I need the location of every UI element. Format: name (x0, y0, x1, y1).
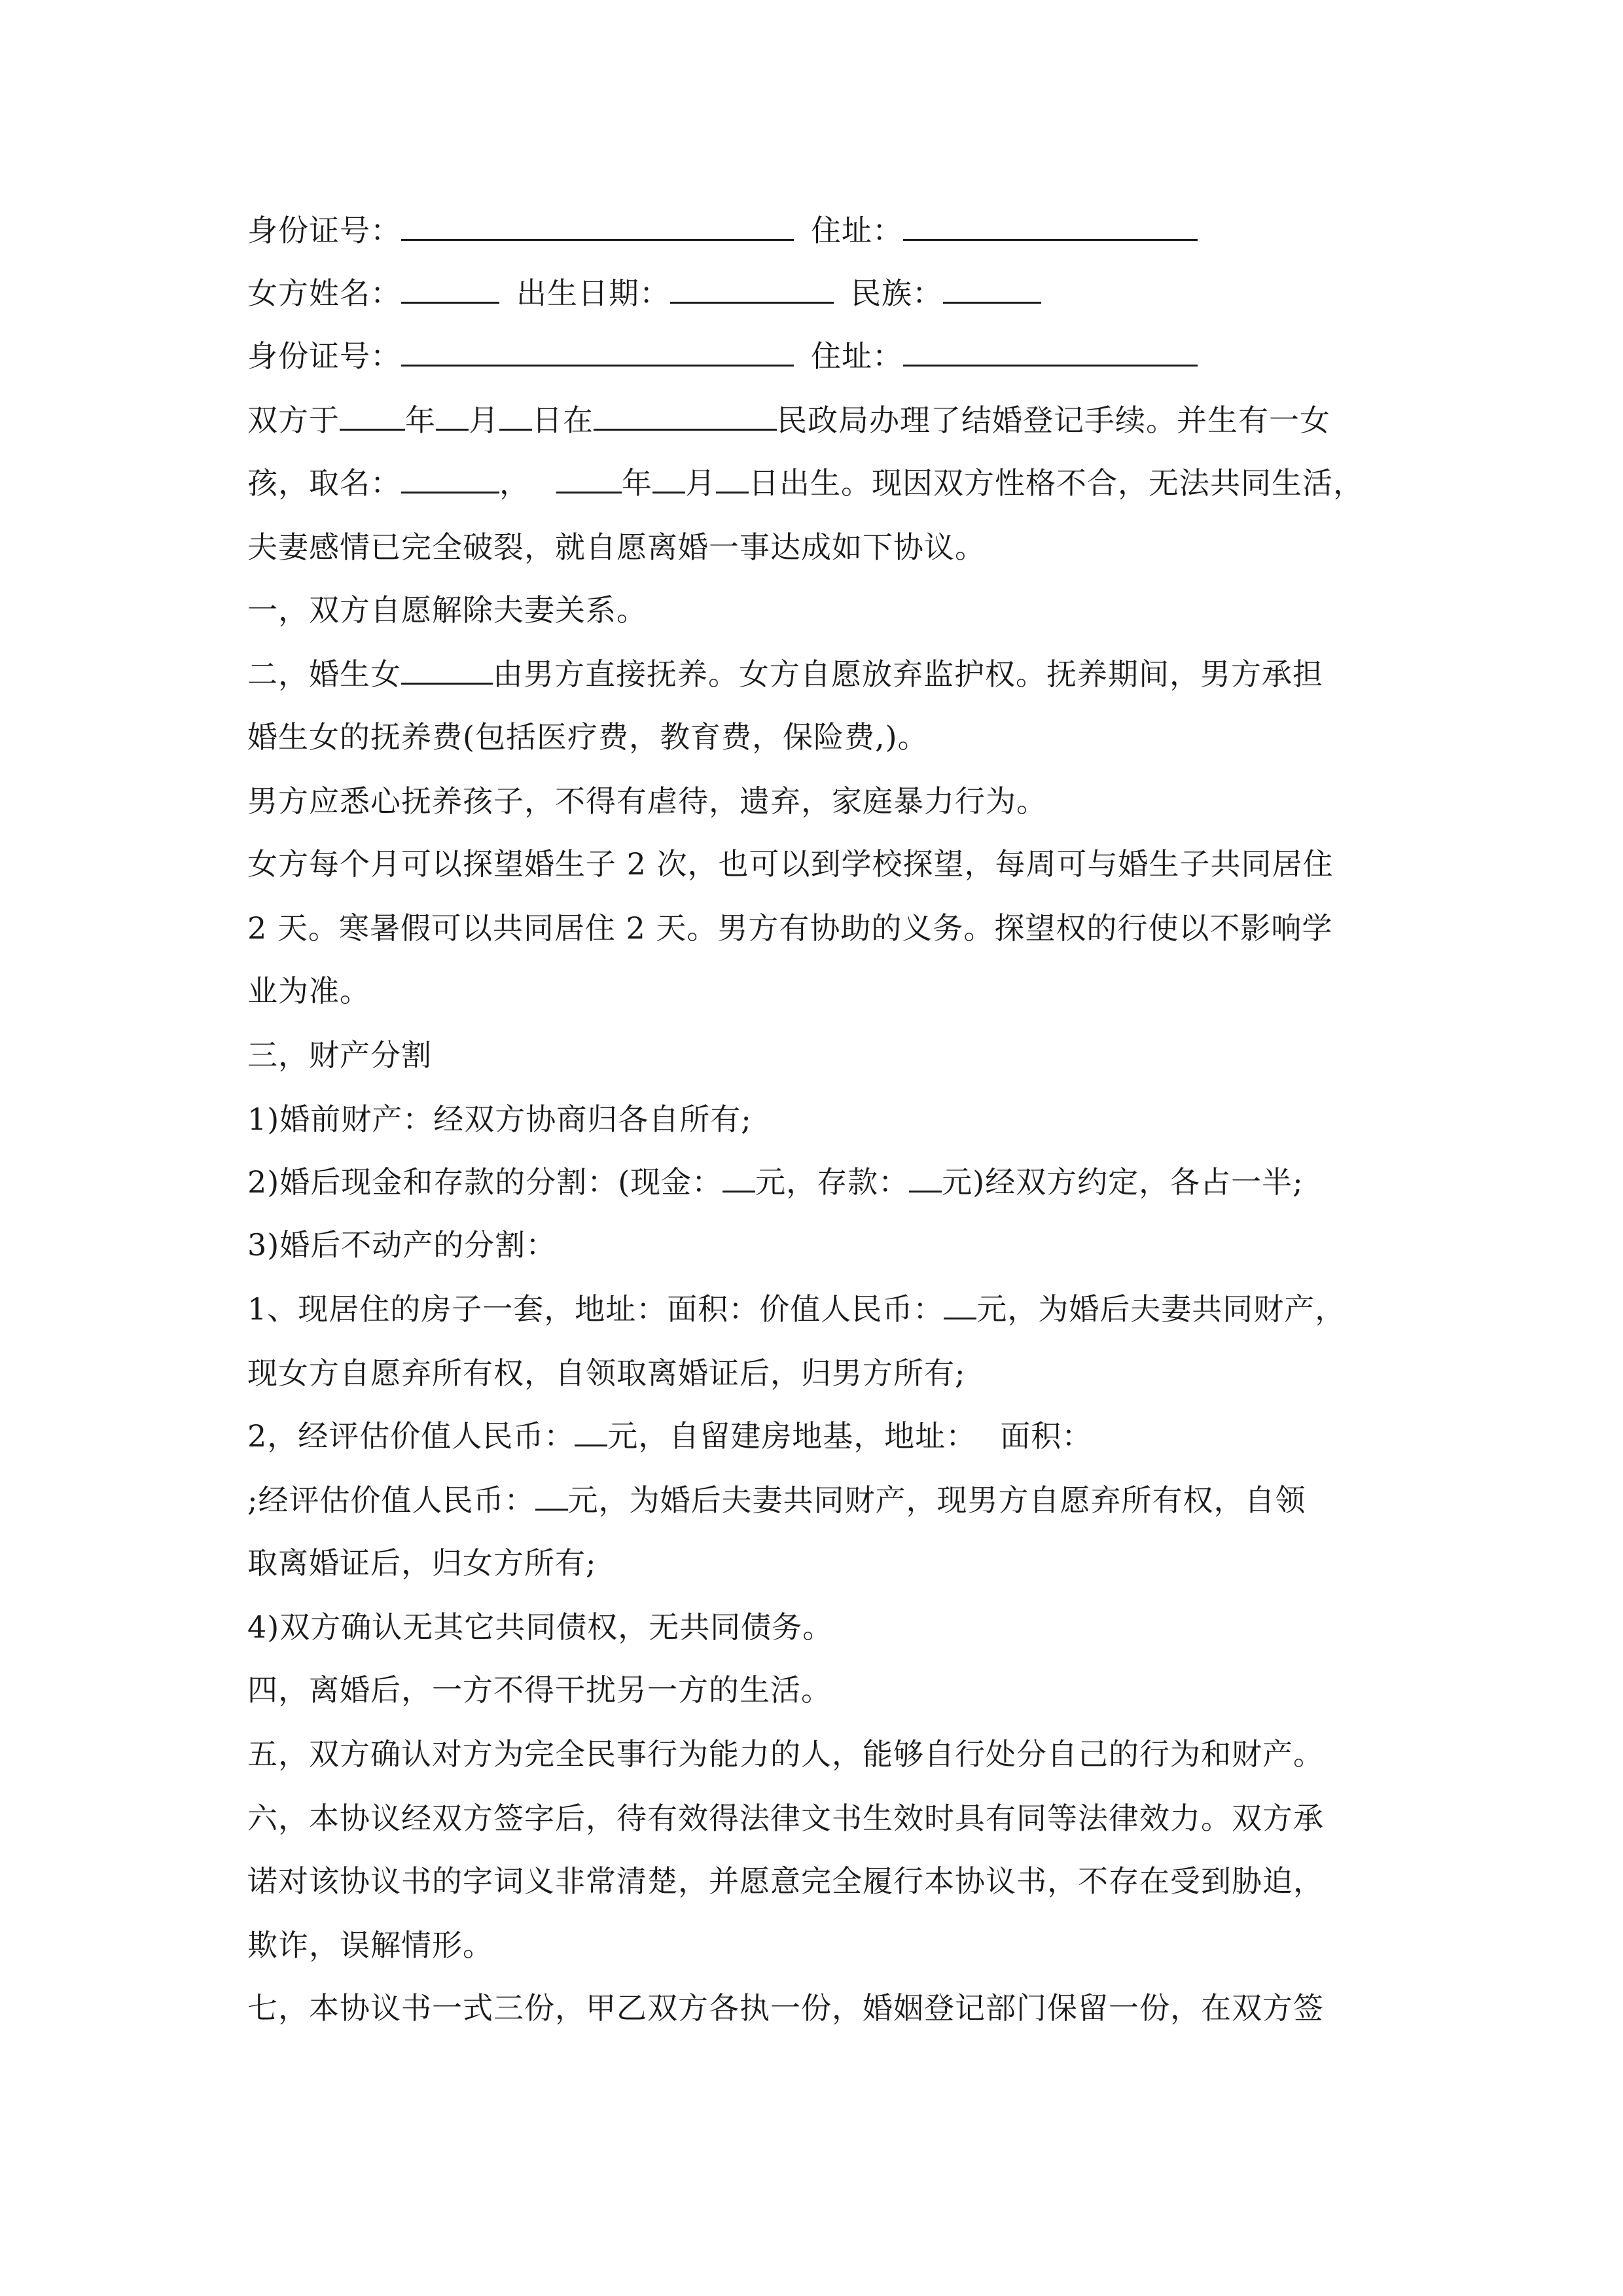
text-segment: 元，为婚后夫妻共同财产，现男方自愿弃所有权，自领 (567, 1482, 1306, 1518)
text-segment: 月 (685, 465, 716, 501)
paragraph-line: 欺诈，误解情形。 (247, 1928, 493, 1963)
blank-field (401, 211, 794, 241)
paragraph-line: 1)婚前财产：经双方协商归各自所有; (247, 1102, 752, 1137)
blank-field (340, 401, 405, 431)
paragraph-line: 取离婚证后，归女方所有; (247, 1545, 597, 1581)
house-line (247, 1289, 1346, 1329)
text-segment: 面积： (1000, 1418, 1093, 1454)
clause-six: 六，本协议经双方签字后，待有效得法律文书生效时具有同等法律效力。双方承 (247, 1801, 1324, 1836)
label-address: 住址： (811, 338, 903, 374)
clause-two (247, 655, 1323, 694)
blank-field (903, 337, 1198, 367)
text-segment: 孩，取名： (247, 465, 401, 501)
text-segment: 月 (469, 403, 499, 438)
blank-field (670, 274, 834, 304)
clause-four: 四，离婚后，一方不得干扰另一方的生活。 (247, 1672, 832, 1708)
paragraph-line: 夫妻感情已完全破裂，就自愿离婚一事达成如下协议。 (247, 529, 986, 565)
clause-seven: 七，本协议书一式三份，甲乙双方各执一份，婚姻登记部门保留一份，在双方签 (247, 1990, 1324, 2026)
land-value-line (247, 1480, 1306, 1520)
text-segment: 2)婚后现金和存款的分割：(现金： (247, 1164, 723, 1200)
text-segment: 元，为婚后夫妻共同财产， (976, 1291, 1346, 1327)
blank-field (903, 211, 1198, 241)
text-segment: 元)经双方约定，各占一半; (942, 1164, 1304, 1200)
paragraph-line: 诺对该协议书的字词义非常清楚，并愿意完全履行本协议书，不存在受到胁迫， (247, 1863, 1324, 1899)
line-id-number-2 (247, 336, 1198, 376)
text-segment: 二，婚生女 (247, 656, 401, 692)
paragraph-line: 现女方自愿弃所有权，自领取离婚证后，归男方所有; (247, 1355, 966, 1391)
blank-field (909, 1163, 942, 1193)
blank-field (436, 401, 469, 431)
blank-field (401, 274, 499, 304)
text-segment: 元，存款： (755, 1164, 910, 1200)
paragraph-line: 男方应悉心抚养孩子，不得有虐待，遗弃，家庭暴力行为。 (247, 783, 1047, 819)
land-line (247, 1416, 1092, 1456)
text-segment: ， (499, 465, 530, 501)
paragraph-line: 4)双方确认无其它共同债权，无共同债务。 (247, 1609, 834, 1645)
paragraph-line: 婚生女的抚养费(包括医疗费，教育费，保险费,)。 (247, 719, 929, 755)
label-address: 住址： (811, 213, 903, 248)
text-segment: 双方于 (247, 403, 340, 438)
blank-field (401, 337, 794, 367)
label-female-name: 女方姓名： (247, 276, 401, 311)
label-id-number: 身份证号： (247, 338, 401, 374)
blank-field (652, 464, 685, 493)
text-segment: 日出生。现因双方性格不合，无法共同生活， (749, 465, 1364, 501)
line-child-name (247, 463, 1364, 503)
text-segment: 2，经评估价值人民币： (247, 1418, 575, 1454)
line-marriage-registration (247, 401, 1330, 440)
text-segment: 年 (622, 465, 652, 501)
cash-deposit-line (247, 1162, 1304, 1202)
text-segment: 1、现居住的房子一套，地址：面积：价值人民币： (247, 1291, 944, 1327)
blank-field (401, 655, 493, 685)
text-segment: ;经评估价值人民币： (247, 1482, 535, 1518)
blank-field (556, 464, 622, 493)
clause-one: 一，双方自愿解除夫妻关系。 (247, 592, 647, 628)
blank-field (401, 464, 499, 493)
blank-field (594, 401, 777, 431)
blank-field (943, 274, 1041, 304)
line-female-name (247, 274, 1041, 313)
text-segment: 民政局办理了结婚登记手续。并生有一女 (777, 403, 1330, 438)
blank-field (575, 1417, 607, 1446)
paragraph-line: 女方每个月可以探望婚生子 2 次，也可以到学校探望，每周可与婚生子共同居住 (247, 846, 1334, 882)
blank-field (944, 1290, 976, 1319)
blank-field (499, 401, 532, 431)
text-segment: 日在 (532, 403, 594, 438)
text-segment: 年 (405, 403, 436, 438)
clause-three-heading: 三，财产分割 (247, 1037, 432, 1073)
paragraph-line: 3)婚后不动产的分割： (247, 1227, 557, 1263)
paragraph-line: 2 天。寒暑假可以共同居住 2 天。男方有协助的义务。探望权的行使以不影响学 (247, 910, 1333, 946)
label-ethnicity: 民族： (851, 276, 943, 311)
blank-field (535, 1481, 568, 1511)
paragraph-line: 业为准。 (247, 973, 370, 1009)
text-segment: 元，自留建房地基，地址： (607, 1418, 977, 1454)
text-segment: 由男方直接抚养。女方自愿放弃监护权。抚养期间，男方承担 (493, 656, 1323, 692)
blank-field (722, 1163, 755, 1193)
line-id-number-1 (247, 211, 1198, 250)
blank-field (716, 464, 749, 493)
clause-five: 五，双方确认对方为完全民事行为能力的人，能够自行处分自己的行为和财产。 (247, 1736, 1324, 1772)
label-birth-date: 出生日期： (516, 276, 670, 311)
label-id-number: 身份证号： (247, 213, 401, 248)
